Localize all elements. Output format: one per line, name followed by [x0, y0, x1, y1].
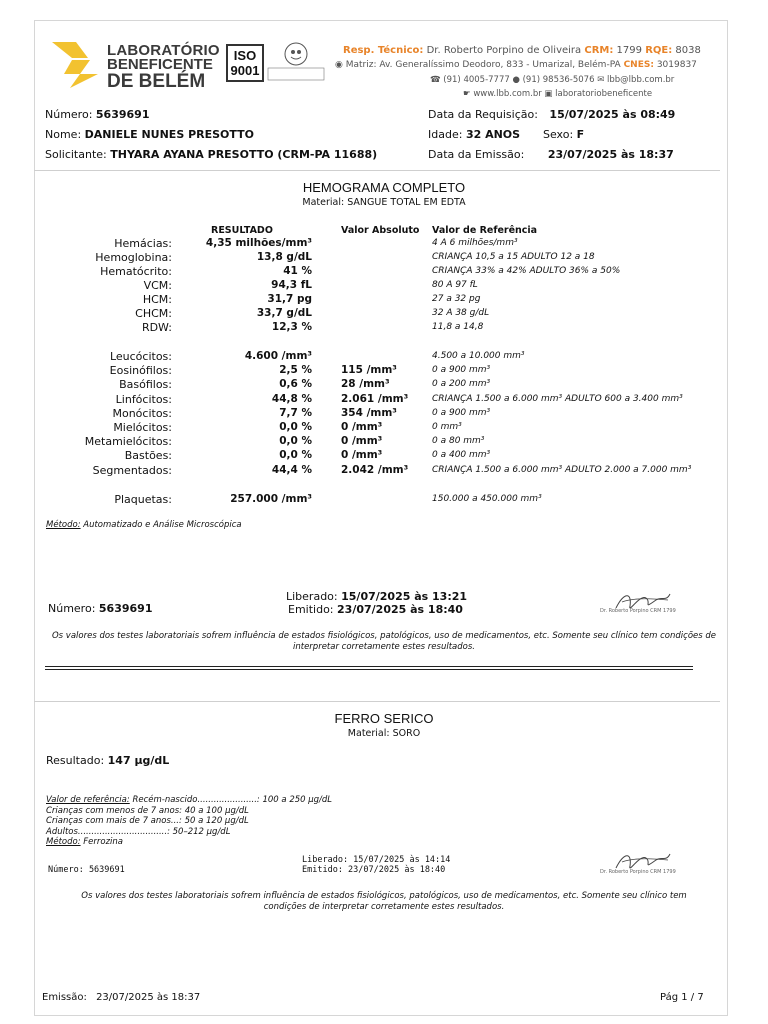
nome-value: DANIELE NUNES PRESOTTO	[84, 128, 255, 141]
method-value: Ferrozina	[83, 837, 123, 847]
iso-9001-badge	[226, 44, 264, 82]
row-ref: 80 A 97 fL	[432, 280, 478, 290]
numero-label: Número:	[48, 602, 96, 615]
hemograma-material: Material: SANGUE TOTAL EM EDTA	[302, 197, 466, 208]
cnes-value: 3019837	[656, 60, 697, 70]
emissao-value: 23/07/2025 às 18:37	[96, 992, 201, 1003]
pointing-hand-icon: ☛	[463, 89, 471, 99]
row-absolute: 0 /mm³	[341, 421, 383, 433]
row-ref: 32 A 38 g/dL	[432, 308, 490, 318]
phone-icon: ☎	[430, 75, 441, 85]
col-resultado-header: RESULTADO	[211, 225, 273, 236]
ferro-material: Material: SORO	[347, 728, 421, 739]
row-ref: CRIANÇA 1.500 a 6.000 mm³ ADULTO 600 a 3.400 mm³	[432, 394, 683, 404]
reference-line-3: Crianças com mais de 7 anos...: 50 a 120 µg/dL	[46, 816, 249, 826]
crm-label: CRM:	[584, 45, 614, 56]
row-label: Hemácias:	[114, 237, 172, 250]
contact-line	[430, 75, 674, 85]
data-emissao-value: 23/07/2025 às 18:37	[547, 148, 674, 161]
solicitante-value: THYARA AYANA PRESOTTO (CRM-PA 11688)	[110, 148, 378, 161]
row-result: 0,0 %	[279, 421, 312, 433]
row-absolute: 2.061 /mm³	[341, 393, 409, 405]
web-line	[463, 89, 652, 99]
row-ref: 0 a 900 mm³	[432, 408, 491, 418]
section-double-divider	[45, 666, 693, 670]
rqe-label: RQE:	[645, 45, 673, 56]
row-absolute: 115 /mm³	[341, 364, 397, 376]
data-emissao-row	[428, 148, 674, 161]
sexo-label: Sexo:	[543, 128, 574, 141]
address: Matriz: Av. Generalíssimo Deodoro, 833 - Umarizal, Belém-PA	[345, 60, 621, 70]
iso-label: ISO	[233, 48, 257, 63]
row-label: Mielócitos:	[113, 421, 172, 434]
ferro-resultado	[46, 754, 169, 767]
row-result: 4,35 milhões/mm³	[205, 237, 312, 249]
method-line	[46, 837, 332, 848]
method-label: Método:	[46, 520, 81, 530]
social-handle: laboratoriobeneficente	[555, 89, 653, 99]
resultado-label: Resultado:	[46, 754, 105, 767]
technical-responsible	[343, 45, 701, 56]
hemograma-emitido	[288, 603, 463, 616]
row-label: Bastões:	[124, 449, 172, 462]
data-emissao-label: Data da Emissão:	[428, 148, 525, 161]
email: lbb@lbb.com.br	[607, 75, 675, 85]
page-number: Pág 1 / 7	[660, 992, 704, 1003]
iso-number: 9001	[230, 63, 260, 78]
row-result: 12,3 %	[271, 321, 312, 333]
row-ref: CRIANÇA 1.500 a 6.000 mm³ ADULTO 2.000 a 7.000 mm³	[432, 465, 692, 475]
reference-line-1	[46, 795, 332, 806]
idade-value: 32 ANOS	[465, 128, 521, 141]
location-pin-icon: ◉	[335, 60, 343, 70]
rqe-value: 8038	[675, 45, 701, 56]
row-ref: 0 a 400 mm³	[432, 450, 491, 460]
website: www.lbb.com.br	[473, 89, 542, 99]
phone-2: (91) 98536-5076	[522, 75, 595, 85]
liberado-value: 15/07/2025 às 13:21	[341, 590, 468, 603]
row-ref: CRIANÇA 10,5 a 15 ADULTO 12 a 18	[432, 252, 595, 262]
row-result: 41 %	[283, 265, 312, 277]
row-label: Leucócitos:	[109, 350, 172, 363]
nome-row	[45, 128, 254, 141]
row-ref: 0 a 200 mm³	[432, 379, 491, 389]
method-value: Automatizado e Análise Microscópica	[83, 520, 242, 530]
lab-name-line1: LABORATÓRIO	[107, 42, 220, 59]
row-label: Linfócitos:	[115, 393, 172, 406]
hemograma-disclaimer: Os valores dos testes laboratoriais sofrem influência de estados fisiológicos, patológicos, uso de medicamentos, etc. Somente seu clínico tem condições de interpretar corretamente estes resultados.	[51, 631, 717, 652]
header-divider	[34, 170, 720, 171]
row-label: Hematócrito:	[100, 265, 172, 278]
row-ref: 0 a 900 mm³	[432, 365, 491, 375]
emitido-label: Emitido:	[288, 603, 334, 616]
lab-name-line3: DE BELÉM	[107, 71, 206, 92]
lab-logo-icon	[50, 40, 102, 90]
hemograma-numero	[48, 602, 152, 615]
col-referencia-header: Valor de Referência	[432, 225, 538, 236]
emissao-label: Emissão:	[42, 992, 87, 1003]
sexo-value: F	[576, 128, 585, 141]
resp-label: Resp. Técnico:	[343, 45, 424, 56]
section-divider	[34, 701, 720, 702]
ferro-title: FERRO SERICO	[334, 711, 434, 726]
row-result: 7,7 %	[279, 407, 312, 419]
numero-value: 5639691	[95, 108, 150, 121]
reference-label: Valor de referência:	[46, 795, 130, 805]
liberado-label: Liberado:	[286, 590, 338, 603]
numero-row	[45, 108, 149, 121]
solicitante-row	[45, 148, 377, 161]
ferro-reference	[46, 795, 332, 848]
row-label: Eosinófilos:	[109, 364, 172, 377]
instagram-facebook-icon: ▣	[544, 89, 553, 99]
reference-line-4: Adultos.................................: 50–212 µg/dL	[46, 826, 231, 837]
row-label: RDW:	[141, 321, 172, 334]
sexo-row	[543, 128, 584, 141]
ferro-liberado: Liberado: 15/07/2025 às 14:14	[302, 855, 451, 865]
crm-value: 1799	[616, 45, 642, 56]
row-result: 31,7 pg	[267, 293, 312, 305]
row-result: 13,8 g/dL	[256, 251, 312, 263]
row-absolute: 354 /mm³	[341, 407, 397, 419]
footer-emissao	[42, 992, 200, 1003]
row-label: Metamielócitos:	[84, 435, 172, 448]
nome-label: Nome:	[45, 128, 82, 141]
row-label: CHCM:	[135, 307, 172, 320]
col-absoluto-header: Valor Absoluto	[341, 225, 420, 236]
row-ref: 27 a 32 pg	[432, 294, 481, 304]
row-result: 0,0 %	[279, 449, 312, 461]
row-absolute: 0 /mm³	[341, 449, 383, 461]
data-requisicao-row	[428, 108, 675, 121]
certification-seal-icon	[266, 40, 326, 82]
row-ref: 4.500 a 10.000 mm³	[432, 351, 525, 361]
ferro-disclaimer: Os valores dos testes laboratoriais sofrem influência de estados fisiológicos, patológicos, uso de medicamentos, etc. Somente seu clínico tem condições de interpretar corretamente estes resultados.	[81, 891, 687, 912]
row-result: 0,6 %	[279, 378, 312, 390]
row-absolute: 0 /mm³	[341, 435, 383, 447]
row-absolute: 2.042 /mm³	[341, 464, 409, 476]
ferro-emitido: Emitido: 23/07/2025 às 18:40	[302, 865, 446, 875]
hemograma-liberado	[286, 590, 467, 603]
data-requisicao-label: Data da Requisição:	[428, 108, 538, 121]
emitido-value: 23/07/2025 às 18:40	[337, 603, 463, 616]
row-ref: 11,8 a 14,8	[432, 322, 484, 332]
resp-name: Dr. Roberto Porpino de Oliveira	[426, 45, 582, 56]
lab-name-line2: BENEFICENTE	[107, 56, 213, 73]
reference-newborn: Recém-nascido......................: 100 a 250 µg/dL	[132, 795, 333, 805]
numero-label: Número:	[45, 108, 93, 121]
row-result: 44,4 %	[271, 464, 312, 476]
row-label: Segmentados:	[92, 464, 172, 477]
row-result: 44,8 %	[271, 393, 312, 405]
signature-caption: Dr. Roberto Porpino CRM 1799	[600, 608, 676, 614]
row-result: 4.600 /mm³	[244, 350, 312, 362]
reference-line-2: Crianças com menos de 7 anos: 40 a 100 µg/dL	[46, 805, 249, 816]
row-label: Monócitos:	[112, 407, 172, 420]
idade-row	[428, 128, 520, 141]
phone-1: (91) 4005-7777	[443, 75, 510, 85]
row-ref: 150.000 a 450.000 mm³	[432, 494, 542, 504]
hemograma-method	[46, 520, 242, 530]
row-label: Basófilos:	[119, 378, 172, 391]
numero-value: 5639691	[98, 602, 153, 615]
row-result: 2,5 %	[279, 364, 312, 376]
method-label: Método:	[46, 837, 81, 847]
row-result: 257.000 /mm³	[230, 493, 312, 505]
row-label: Hemoglobina:	[95, 251, 172, 264]
row-result: 94,3 fL	[271, 279, 312, 291]
cnes-label: CNES:	[623, 60, 654, 70]
row-label: VCM:	[143, 279, 172, 292]
email-icon: ✉	[597, 75, 605, 85]
row-ref: CRIANÇA 33% a 42% ADULTO 36% a 50%	[432, 266, 621, 276]
ferro-numero: Número: 5639691	[48, 865, 125, 875]
row-label: HCM:	[142, 293, 172, 306]
solicitante-label: Solicitante:	[45, 148, 107, 161]
row-label: Plaquetas:	[114, 493, 172, 506]
row-ref: 0 mm³	[432, 422, 462, 432]
resultado-value: 147 µg/dL	[107, 754, 170, 767]
address-line	[335, 60, 697, 70]
data-requisicao-value: 15/07/2025 às 08:49	[549, 108, 676, 121]
row-result: 33,7 g/dL	[256, 307, 312, 319]
row-absolute: 28 /mm³	[341, 378, 390, 390]
row-ref: 4 A 6 milhões/mm³	[432, 238, 518, 248]
row-ref: 0 a 80 mm³	[432, 436, 485, 446]
row-result: 0,0 %	[279, 435, 312, 447]
idade-label: Idade:	[428, 128, 463, 141]
signature-caption: Dr. Roberto Porpino CRM 1799	[600, 869, 676, 875]
hemograma-title: HEMOGRAMA COMPLETO	[302, 180, 466, 195]
whatsapp-icon: ●	[512, 75, 520, 85]
